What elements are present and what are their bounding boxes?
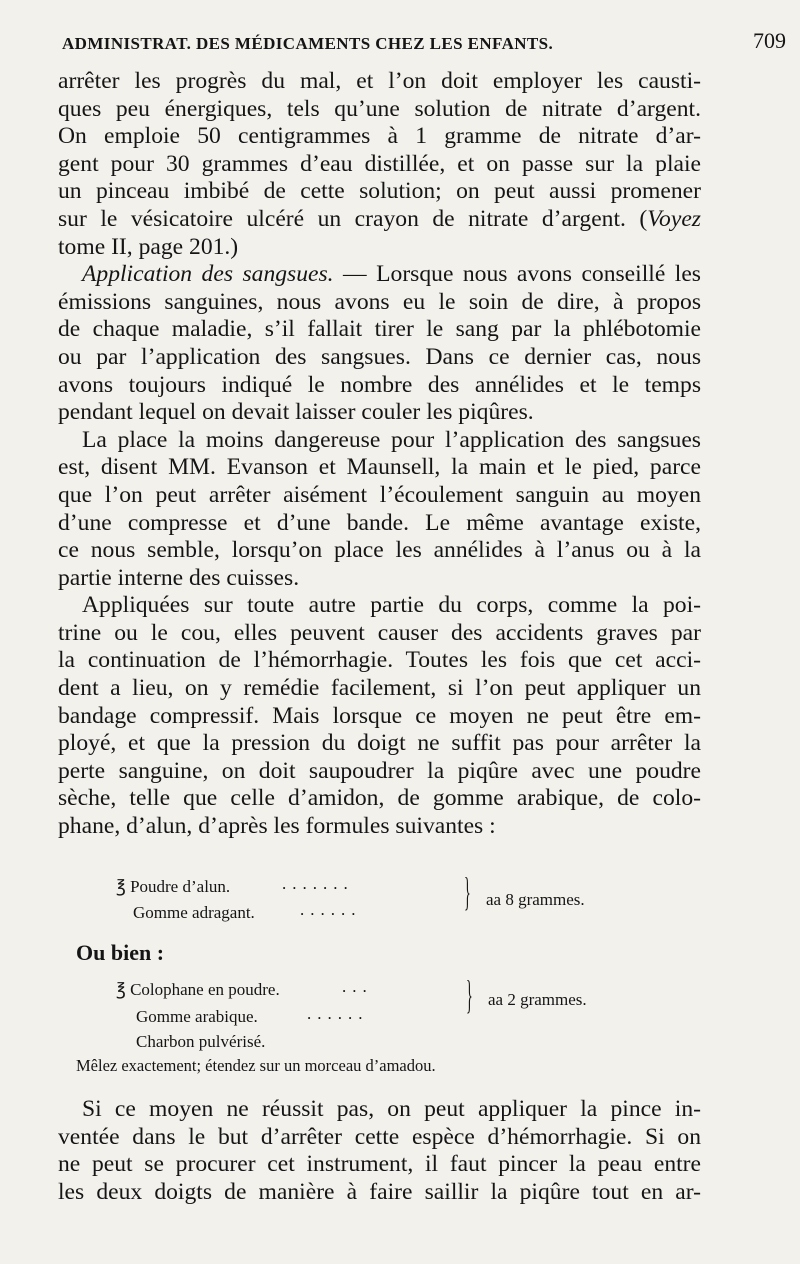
voyez-italic: Voyez — [647, 205, 701, 232]
formula-item: Gomme adragant. — [133, 903, 255, 922]
text-line: trine ou le cou, elles peuvent causer des accidents graves par — [58, 619, 701, 646]
text-line: les deux doigts de manière à faire saillir la piqûre tout en ar- — [58, 1178, 701, 1205]
text-line: que l’on peut arrêter aisément l’écoulement sanguin au moyen — [58, 481, 701, 508]
text-line: bandage compressif. Mais lorsque ce moyen ne peut être em- — [58, 702, 701, 729]
text-line: avons toujours indiqué le nombre des annélides et le temps — [58, 371, 701, 398]
ou-bien-label: Ou bien : — [76, 940, 165, 965]
text-line: ou par l’application des sangsues. Dans ce dernier cas, nous — [58, 343, 701, 370]
text-line: Si ce moyen ne réussit pas, on peut appliquer la pince in- — [82, 1096, 701, 1122]
text-line: ce nous semble, lorsqu’on place les annélides à l’anus ou à la — [58, 537, 701, 564]
formula-item: ℥ Colophane en poudre. — [116, 980, 280, 999]
text-line: sèche, telle que celle d’amidon, de gomme arabique, de colo- — [58, 785, 701, 812]
text-line: La place la moins dangereuse pour l’application des sangsues — [82, 426, 701, 453]
text-line: dent a lieu, on y remédie facilement, si l’on peut appliquer un — [58, 675, 701, 702]
text-line: émissions sanguines, nous avons eu le soin de dire, à propos — [58, 288, 701, 315]
text-line: tome II, page 201.) — [58, 233, 239, 260]
text-line: partie interne des cuisses. — [58, 564, 300, 591]
leader-dots: ...... — [307, 1004, 369, 1023]
leader-dots: ...... — [300, 900, 362, 919]
text-line: Appliquées sur toute autre partie du corps, comme la poi- — [82, 592, 701, 619]
formula-dose: aa 8 grammes. — [486, 890, 585, 909]
text-line: ployé, et que la pression du doigt ne suffit pas pour arrêter la — [58, 730, 701, 757]
paragraph-heading-line — [58, 261, 701, 289]
section-heading: Application des sangsues. — [82, 261, 334, 288]
text-fragment: sur le vésicatoire ulcéré un crayon de nitrate d’argent. ( — [58, 205, 648, 232]
brace: } — [464, 869, 471, 914]
text-line: ventée dans le but d’arrêter cette espèce d’hémorrhagie. Si on — [58, 1123, 701, 1150]
closing-text-block — [58, 1096, 701, 1206]
text-line: pendant lequel on devait laisser couler les piqûres. — [58, 399, 534, 426]
page-number: 709 — [753, 28, 786, 53]
text-line: est, disent MM. Evanson et Maunsell, la main et le pied, parce — [58, 454, 701, 481]
preparation-instruction: Mêlez exactement; étendez sur un morceau d’amadou. — [76, 1056, 436, 1075]
text-line: gent pour 30 grammes d’eau distillée, et on passe sur la plaie — [58, 150, 701, 177]
text-line: ques peu énergiques, tels qu’une solution de nitrate d’argent. — [58, 95, 701, 122]
formula-item: Gomme arabique. — [136, 1007, 258, 1026]
formula-dose: aa 2 grammes. — [488, 990, 587, 1009]
text-line: On emploie 50 centigrammes à 1 gramme de nitrate d’ar- — [58, 123, 701, 150]
formula-item: Charbon pulvérisé. — [136, 1032, 266, 1051]
running-title: ADMINISTRAT. DES MÉDICAMENTS CHEZ LES ENFANTS. — [62, 34, 554, 53]
text-line: arrêter les progrès du mal, et l’on doit employer les causti- — [58, 68, 701, 94]
text-line: phane, d’alun, d’après les formules suivantes : — [58, 813, 496, 840]
text-line: de chaque maladie, s’il fallait tirer le sang par la phlébotomie — [58, 316, 701, 343]
text-fragment: — Lorsque nous avons conseillé les — [343, 261, 701, 288]
text-line: la continuation de l’hémorrhagie. Toutes les fois que cet acci- — [58, 647, 701, 674]
main-text-block — [58, 68, 701, 841]
leader-dots: ....... — [282, 874, 354, 893]
text-line: d’une compresse et d’une bande. Le même avantage existe, — [58, 509, 701, 536]
text-line: ne peut se procurer cet instrument, il faut pincer la peau entre — [58, 1151, 701, 1178]
text-line-voyez — [58, 206, 701, 234]
text-line: un pinceau imbibé de cette solution; on peut aussi promener — [58, 178, 701, 205]
text-line: perte sanguine, on doit saupoudrer la piqûre avec une poudre — [58, 757, 701, 784]
brace: } — [466, 972, 473, 1017]
leader-dots: ... — [342, 977, 373, 996]
formula-item: ℥ Poudre d’alun. — [116, 877, 231, 896]
